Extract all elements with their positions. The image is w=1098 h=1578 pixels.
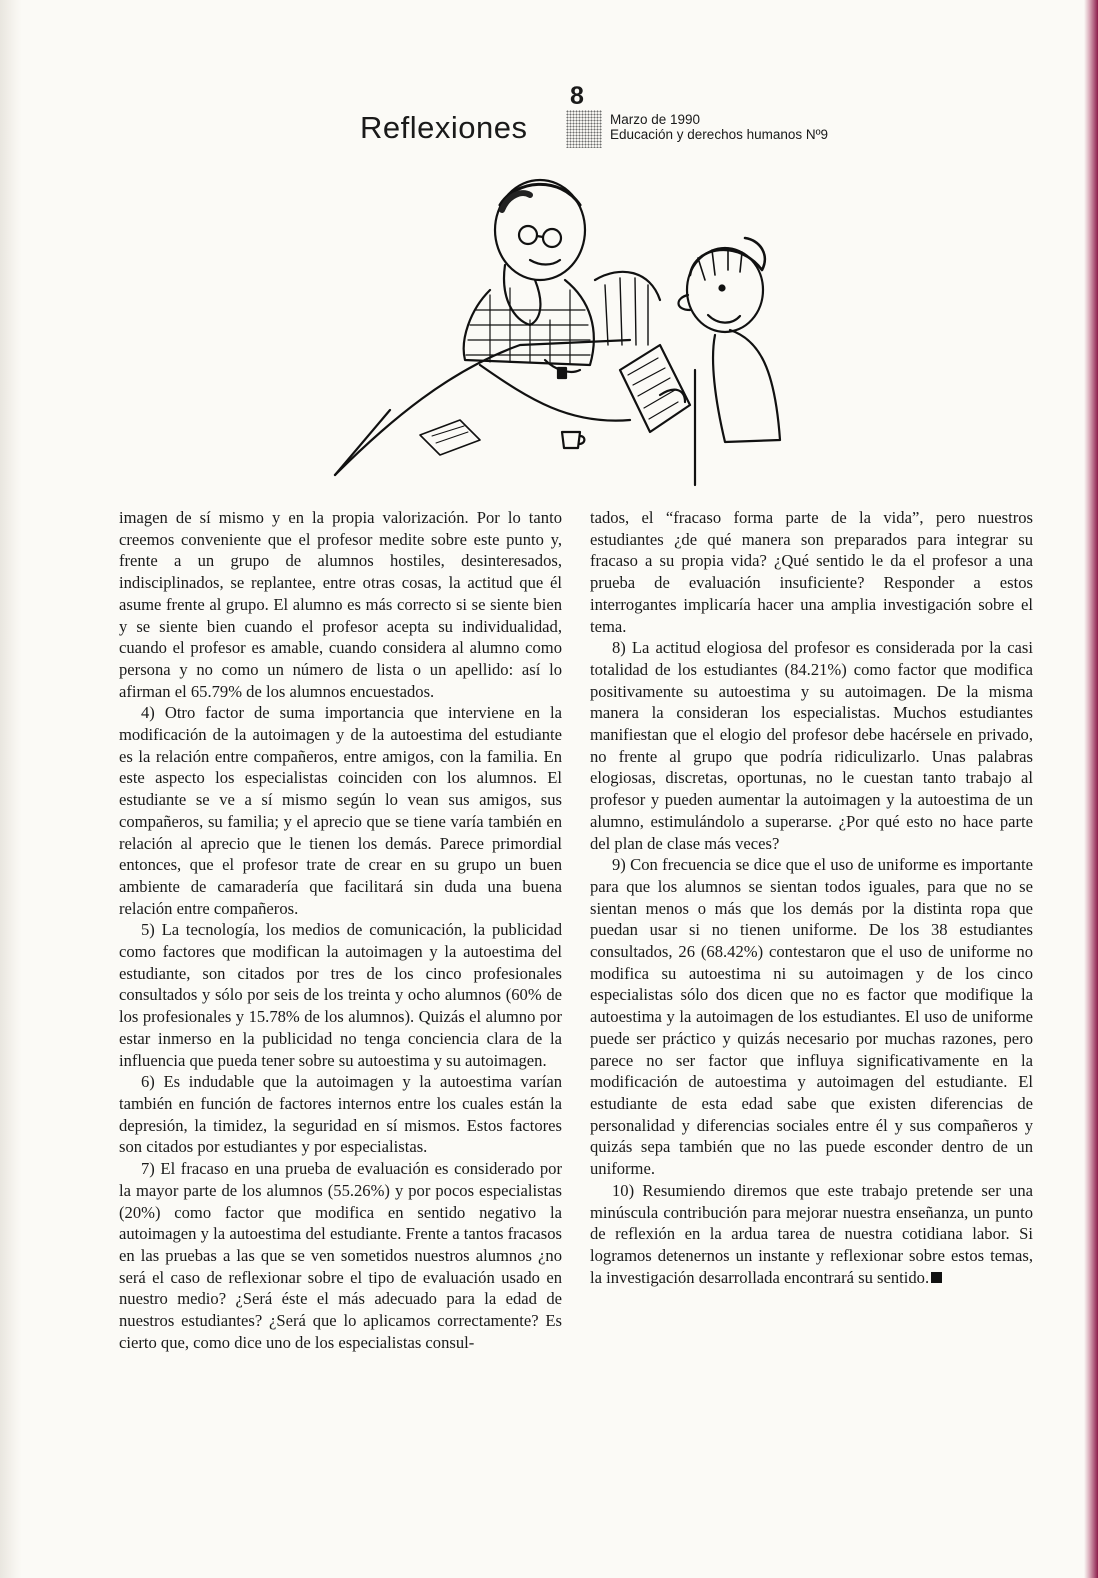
page-number: 8	[570, 82, 584, 110]
final-paragraph	[590, 1180, 1033, 1289]
paragraph-text: 10) Resumiendo diremos que este trabajo pretende ser una minúscula contribución para mejorar nuestra enseñanza, un punto de reflexión en la ardua tarea de nuestra cotidiana labor. Si logramos detenernos un instante y reflexionar sobre estos temas, la investigación desarrollada encontrará su sentido.	[590, 1180, 1033, 1287]
paragraph: 6) Es indudable que la autoimagen y la autoestima varían también en función de factores internos entre los cuales están la depresión, la timidez, la seguridad en sí mismos. Estos factores son citados por estudiantes y por especialistas.	[119, 1072, 562, 1157]
paragraph: 5) La tecnología, los medios de comunicación, la publicidad como factores que modifican la autoimagen y la autoestima del estudiante, son citados por tres de los cinco profesionales consultados y sólo por seis de los treinta y ocho alumnos (60% de los profesionales y 15.78% de los alumnos). Quizás el alumno por estar inmerso en la publicidad no tenga conciencia clara de la influencia que pueda tener sobre su autoestima y su autoimagen.	[119, 920, 562, 1070]
issue-date: Marzo de 1990	[610, 112, 701, 127]
left-text-column	[119, 507, 562, 1353]
paragraph: 7) El fracaso en una prueba de evaluación es considerado por la mayor parte de los alumnos (55.26%) y por pocos especialistas (20%) como factor que modifica en sentido negativo la autoimagen y la autoestima del estudiante. Frente a tantos fracasos en las pruebas a las que se ven sometidos nuestros alumnos ¿no será el caso de reflexionar sobre el tipo de evaluación usado en nuestro medio? ¿Será éste el más adecuado para la edad de nuestros estudiantes? ¿Será que lo aplicamos correctamente? Es cierto que, como dice uno de los especialistas consul-	[119, 1159, 562, 1352]
page-edge-left	[0, 0, 22, 1578]
dot-pattern-ornament	[566, 110, 602, 148]
binder-edge	[1084, 0, 1098, 1578]
end-of-article-mark	[931, 1272, 942, 1283]
section-title: Reflexiones	[360, 110, 528, 145]
issue-name: Educación y derechos humanos Nº9	[610, 127, 829, 142]
paragraph: 8) La actitud elogiosa del profesor es considerada por la casi totalidad de los estudiantes (84.21%) como factor que modifica positivamente su autoestima y su autoimagen. De la misma manera la consideran los especialistas. Muchos estudiantes manifiestan que el elogio del profesor debe hacérsele en privado, no frente al grupo que podría ridiculizarlo. Unas palabras elogiosas, discretas, oportunas, no le cuestan tanto trabajo al profesor y pueden aumentar la autoimagen y la autoestima de un alumno, estimulándolo a superarse. ¿Por qué esto no hace parte del plan de clase más veces?	[590, 638, 1033, 853]
paragraph: 4) Otro factor de suma importancia que interviene en la modificación de la autoimagen y de la autoestima del estudiante es la relación entre compañeros, entre amigos, con la familia. En este aspecto los especialistas coinciden con los alumnos. El estudiante se ve a sí mismo según lo vean sus amigos, sus compañeros, su familia; y el aprecio que se tiene varía también en relación al aprecio que le tienen los demás. Parece primordial entonces, que el profesor trate de crear en su grupo un buen ambiente de camaradería que facilitará sin duda una buena relación entre compañeros.	[119, 703, 562, 918]
teacher-student-cartoon-icon	[330, 170, 800, 490]
paragraph: imagen de sí mismo y en la propia valorización. Por lo tanto creemos conveniente que el profesor medite sobre este punto y, frente a un grupo de alumnos hostiles, desinteresados, indisciplinados, se replantee, entre otras cosas, la actitud que él asume frente al grupo. El alumno es más correcto si se siente bien y se siente bien cuando el profesor acepta su individualidad, cuando el profesor es amable, cuando considera al alumno como persona y no como un número de lista o un apellido: así lo afirman el 65.79% de los alumnos encuestados.	[119, 508, 562, 701]
right-text-column	[590, 507, 1033, 1288]
paragraph: 9) Con frecuencia se dice que el uso de uniforme es importante para que los alumnos se sientan todos iguales, para que no se sientan menos o más que los demás por la distinta ropa que puedan usar si no tienen uniforme. De los 38 estudiantes consultados, 26 (68.42%) contestaron que el uso de uniforme no modifica su autoestima ni su autoimagen y de los cinco especialistas sólo dos dicen que no es factor que modifique la autoestima y la autoimagen de los estudiantes. El uso de uniforme puede ser práctico y quizás necesario por muchas razones, pero parece no ser factor que influya significativamente en la modificación de autoestima y autoimagen del estudiante. El estudiante de esta edad sabe que existen diferencias de personalidad y diferencias sociales entre él y sus compañeros y quizás sepa también que no las puede esconder dentro de un uniforme.	[590, 855, 1033, 1179]
paragraph: tados, el “fracaso forma parte de la vida”, pero nuestros estudiantes ¿de qué manera son preparados para integrar su fracaso a su propia vida? ¿Qué sentido le da el profesor a una prueba de evaluación insuficiente? Responder a estos interrogantes implicaría hacer una amplia investigación sobre el tema.	[590, 508, 1033, 636]
